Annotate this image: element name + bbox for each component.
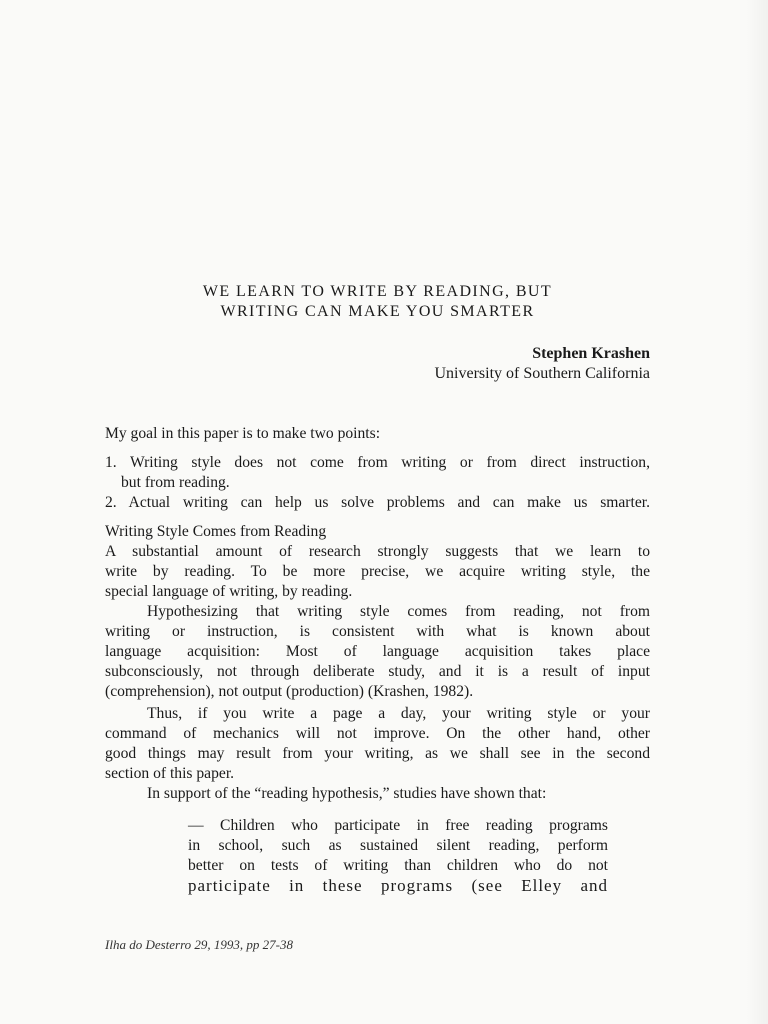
paper-title-line-2: WRITING CAN MAKE YOU SMARTER xyxy=(220,303,535,320)
journal-footer: Ilha do Desterro 29, 1993, pp 27-38 xyxy=(105,937,294,952)
intro-sentence: My goal in this paper is to make two points: xyxy=(105,425,381,442)
para3-line: command of mechanics will not improve. On the other hand, other xyxy=(105,725,650,742)
para3-line: Thus, if you write a page a day, your writing style or your xyxy=(147,705,650,722)
para4-line: In support of the “reading hypothesis,” studies have shown that: xyxy=(147,785,547,802)
page-edge-shadow xyxy=(746,0,768,1024)
author-name: Stephen Krashen xyxy=(532,345,650,362)
quote-line: — Children who participate in free reading programs xyxy=(188,817,608,834)
para2-line: (comprehension), not output (production) (Krashen, 1982). xyxy=(105,683,474,700)
point-1-line-1: 1. Writing style does not come from writing or from direct instruction, xyxy=(105,454,650,471)
para2-line: language acquisition: Most of language acquisition takes place xyxy=(105,643,650,660)
quote-line: in school, such as sustained silent reading, perform xyxy=(188,837,608,854)
quote-line: better on tests of writing than children who do not xyxy=(188,857,608,874)
para2-line: subconsciously, not through deliberate study, and it is a result of input xyxy=(105,663,650,680)
para2-line: writing or instruction, is consistent with what is known about xyxy=(105,623,650,640)
point-1-line-2: but from reading. xyxy=(121,474,230,491)
para3-line: section of this paper. xyxy=(105,765,235,782)
section-heading: Writing Style Comes from Reading xyxy=(105,523,327,540)
paper-title-line-1: WE LEARN TO WRITE BY READING, BUT xyxy=(202,283,553,300)
para1-line: A substantial amount of research strongly suggests that we learn to xyxy=(105,543,650,560)
para3-line: good things may result from your writing, as we shall see in the second xyxy=(105,745,650,762)
author-affiliation: University of Southern California xyxy=(434,365,650,382)
quote-line: participate in these programs (see Elley and xyxy=(188,876,608,895)
point-2: 2. Actual writing can help us solve problems and can make us smarter. xyxy=(105,494,650,511)
para1-line: special language of writing, by reading. xyxy=(105,583,353,600)
para1-line: write by reading. To be more precise, we acquire writing style, the xyxy=(105,563,650,580)
para2-line: Hypothesizing that writing style comes from reading, not from xyxy=(147,603,650,620)
